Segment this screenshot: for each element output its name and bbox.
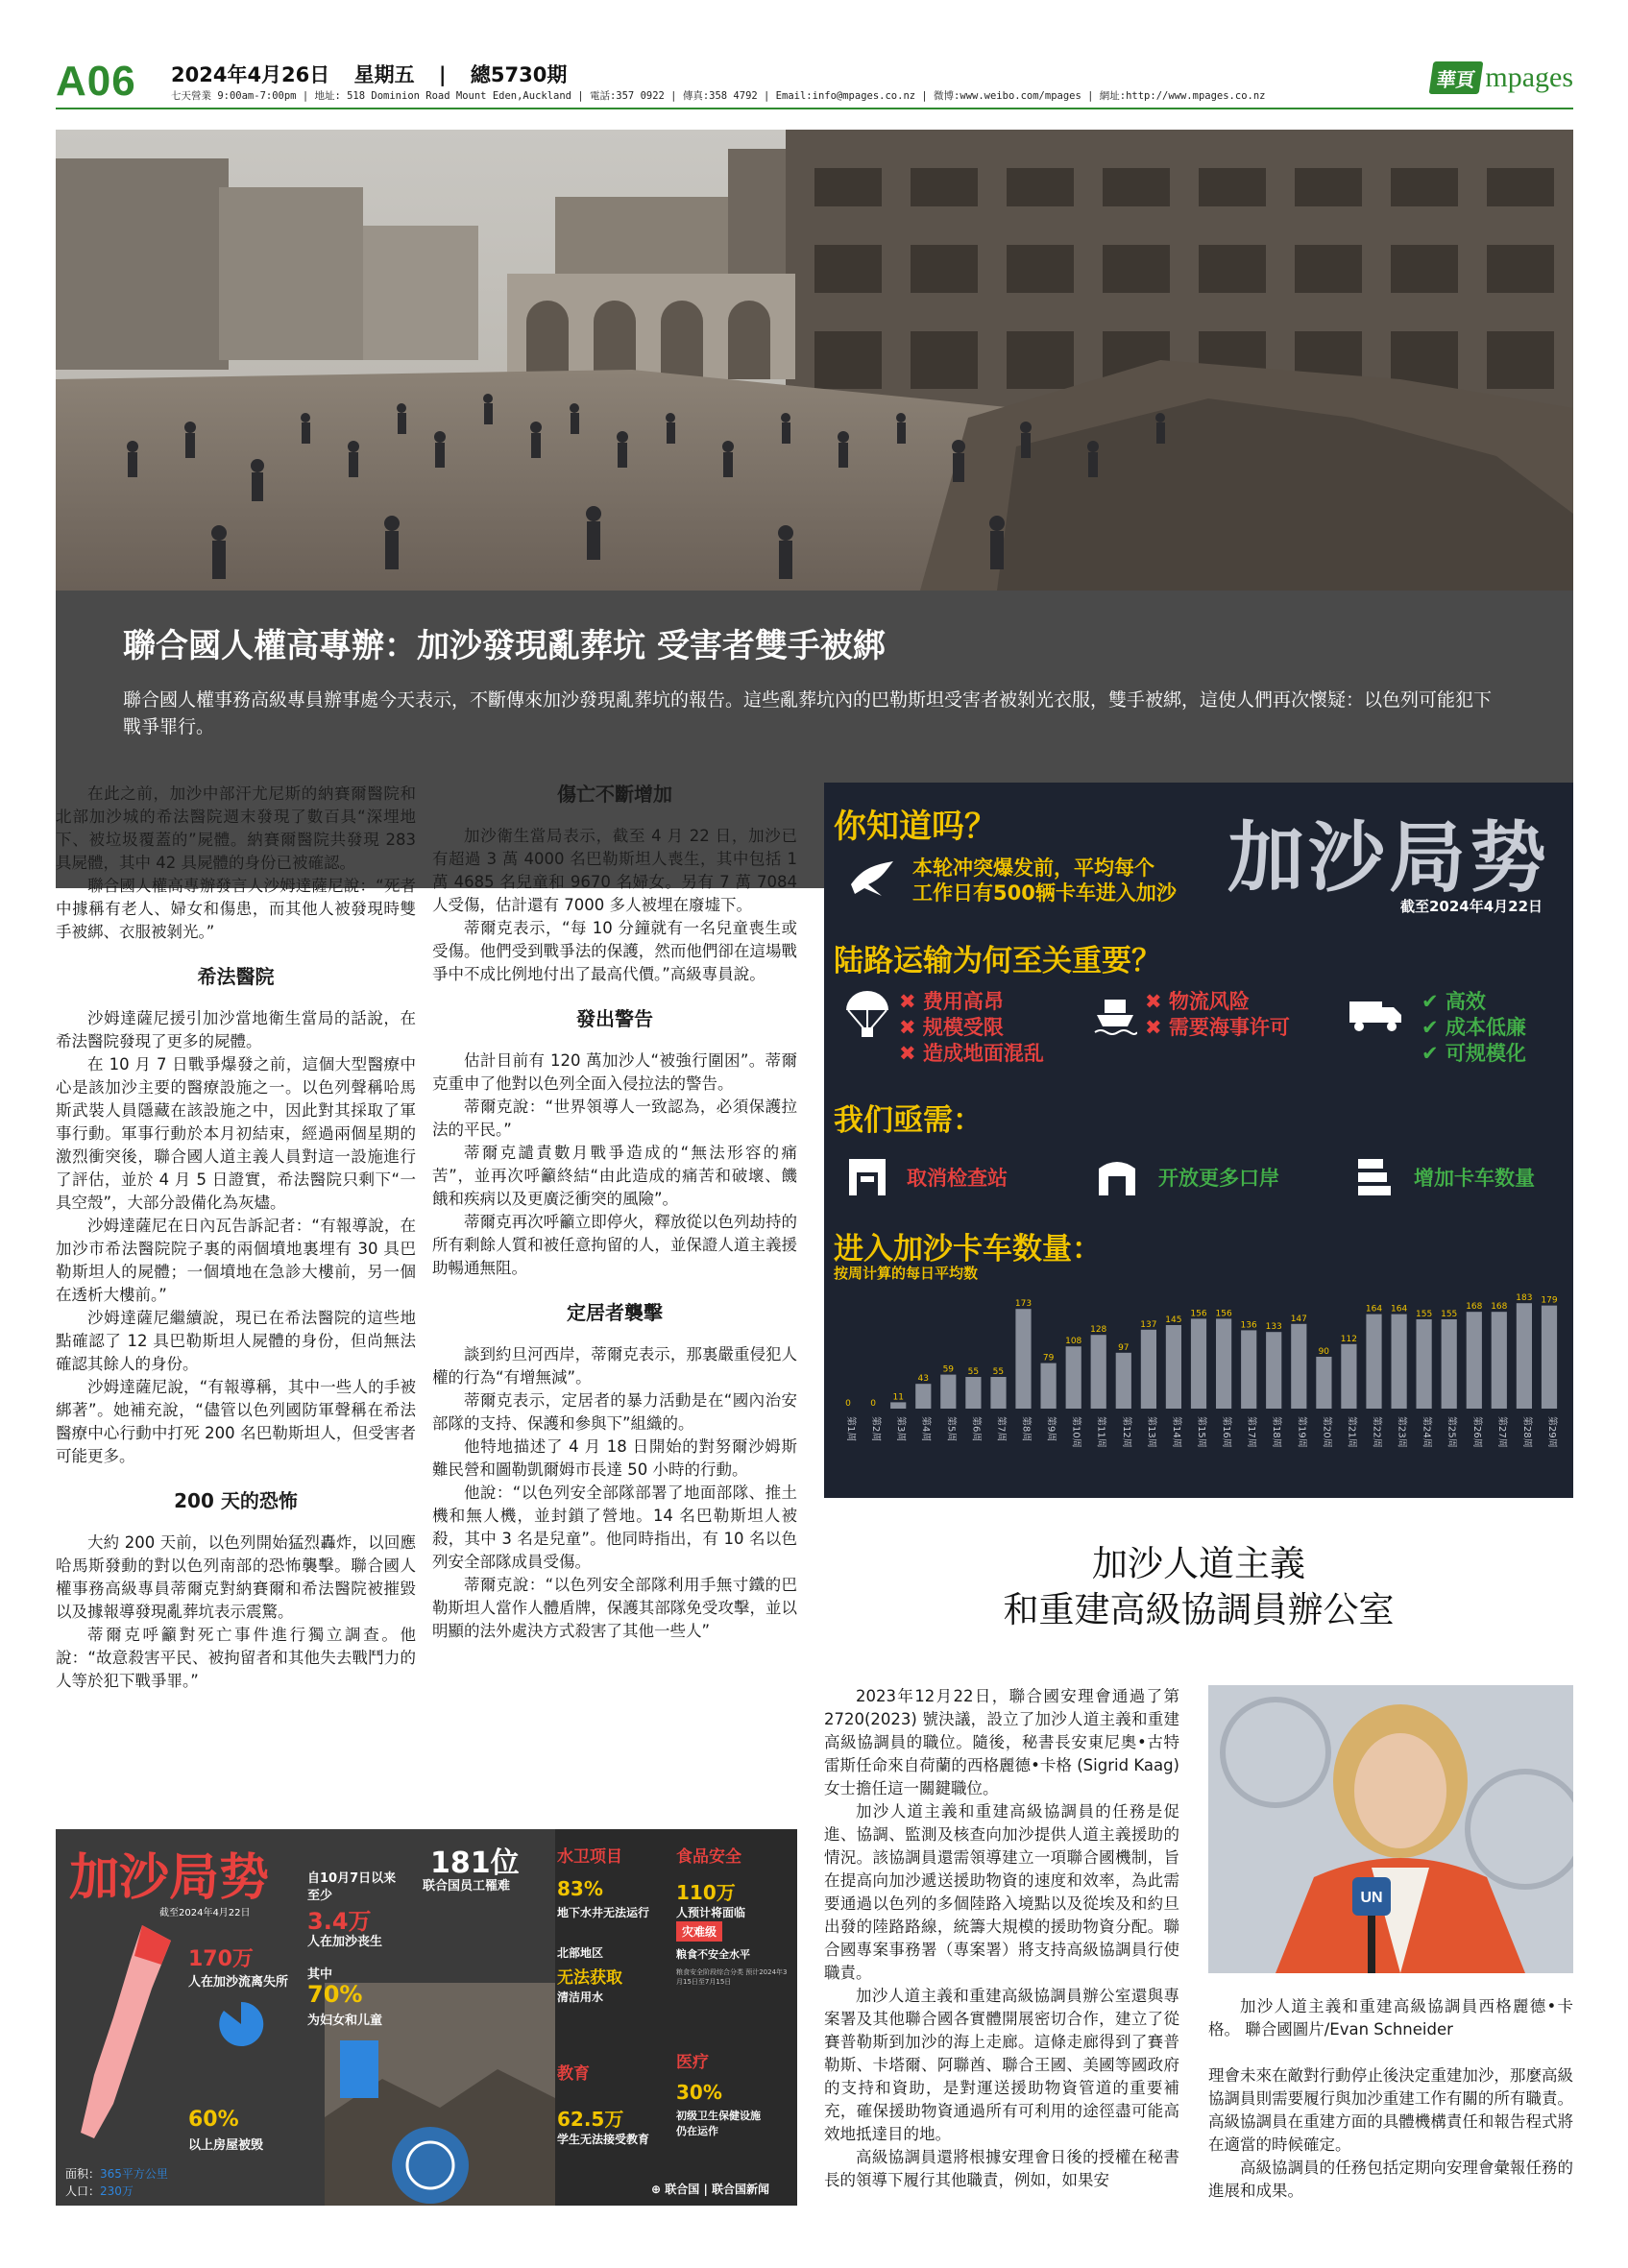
need-more-trucks: 增加卡车数量 xyxy=(1414,1167,1535,1190)
food-note: 粮食安全阶段综合分类 预计2024年3月15日至7月15日 xyxy=(676,1968,788,1986)
truck-bar-value-label: 55 xyxy=(967,1367,980,1377)
why-land-title: 陆路运输为何至关重要？ xyxy=(834,944,1161,978)
truck-bar xyxy=(1392,1315,1407,1409)
truck-bar-value-label: 179 xyxy=(1541,1295,1558,1306)
water-label: 地下水井无法运行 xyxy=(557,1906,650,1919)
land-item-label: 成本低廉 xyxy=(1445,1016,1526,1039)
women-children-pct: 70% xyxy=(307,1981,363,2008)
truck-bar-value-label: 59 xyxy=(942,1364,955,1375)
truck-bar xyxy=(1492,1312,1507,1409)
ship-icon xyxy=(1093,994,1137,1038)
truck-bar-value-label: 173 xyxy=(1014,1299,1033,1310)
sea-item: ✖ 需要海事许可 xyxy=(1145,1016,1290,1039)
at-least: 至少 xyxy=(307,1889,333,1903)
paragraph: 大約 200 天前，以色列開始猛烈轟炸，以回應哈馬斯發動的對以色列南部的恐怖襲擊。聯合國人權事務高級專員蒂爾克對納賽爾和希法醫院被摧毀以及據報導發現亂葬坑表示震驚。 xyxy=(56,1533,416,1621)
truck-bar-value-label: 145 xyxy=(1165,1315,1182,1325)
article-body-right xyxy=(1208,2064,1573,2203)
truck-bar xyxy=(890,1402,906,1409)
women-children-label: 为妇女和儿童 xyxy=(307,2014,383,2028)
truck-week-label: 第10周 xyxy=(1070,1416,1081,1448)
need-open-crossings: 开放更多口岸 xyxy=(1158,1167,1279,1190)
issue-number: 總5730期 xyxy=(470,63,568,86)
headline: 聯合國人權高專辦：加沙發現亂葬坑 受害者雙手被綁 xyxy=(123,627,886,665)
land-item: ✔ 可规模化 xyxy=(1421,1042,1526,1065)
subheading-warning: 發出警告 xyxy=(576,1007,653,1030)
did-you-know-title: 你知道吗？ xyxy=(834,808,997,846)
paragraph: 蒂爾克譴責數月戰爭造成的“無法形容的痛苦”，並再次呼籲終結“由此造成的痛苦和破壞、饑餓和疾病以及更廣泛衝突的風險”。 xyxy=(432,1144,797,1208)
women-children-bar xyxy=(340,2040,378,2098)
deaths-number: 3.4万 xyxy=(307,1908,372,1935)
truck-bar-value-label: 43 xyxy=(917,1374,929,1385)
subheading-casualties: 傷亡不斷增加 xyxy=(557,783,672,806)
truck-bar xyxy=(1366,1315,1381,1409)
photo-sigrid-kaag xyxy=(1208,1685,1573,1973)
truck-week-label: 第9周 xyxy=(1045,1416,1057,1442)
truck-week-label: 第25周 xyxy=(1446,1416,1457,1448)
article-column-1 xyxy=(56,783,416,1693)
truck-bar xyxy=(990,1377,1006,1409)
truck-bar xyxy=(1066,1346,1081,1409)
article-body-left xyxy=(824,1685,1179,2192)
population-row xyxy=(65,2183,134,2199)
truck-bar-value-label: 183 xyxy=(1516,1293,1533,1304)
paragraph: 蒂爾克表示，定居者的暴力活動是在“國內治安部隊的支持、保護和參與下”組織的。 xyxy=(432,1391,797,1433)
truck-bar-value-label: 137 xyxy=(1140,1319,1157,1330)
truck-week-label: 第2周 xyxy=(870,1416,882,1442)
paragraph: 他特地描述了 4 月 18 日開始的對努爾沙姆斯難民營和圖勒凱爾姆市長達 50 小時的行動。 xyxy=(432,1437,797,1479)
truck-week-label: 第12周 xyxy=(1120,1416,1131,1448)
truck-week-label: 第15周 xyxy=(1196,1416,1206,1448)
sea-item: ✖ 物流风险 xyxy=(1145,990,1250,1013)
contact-info: 七天營業 9:00am-7:00pm | 地址: 518 Dominion Road Mount Eden,Auckland | 電話:357 0922 | 傳真:358 4792 | Email:info@mpages.co.nz | 微博:www.weibo.com/mpages | 網址:http://www.mpages.co.nz xyxy=(171,90,1266,102)
article-title-line-1: 加沙人道主義 xyxy=(1092,1543,1305,1584)
trucks-stack-icon xyxy=(1354,1155,1398,1199)
health-label-2: 仍在运作 xyxy=(676,2125,718,2137)
truck-week-label: 第27周 xyxy=(1495,1416,1507,1448)
un-emblem-icon: ⊕ xyxy=(651,2183,662,2196)
health-pct: 30% xyxy=(676,2081,722,2104)
gaza-situation-title: 加沙局势 xyxy=(69,1849,270,1907)
fact-text xyxy=(912,856,1177,905)
air-item-label: 费用高昂 xyxy=(922,990,1004,1013)
mpages-logo[interactable] xyxy=(1431,61,1573,94)
paragraph: 沙姆達薩尼繼續說，現已在希法醫院的這些地點確認了 12 具巴勒斯坦人屍體的身份，但尚無法確認其餘人的身份。 xyxy=(56,1309,416,1373)
truck-bar-value-label: 0 xyxy=(870,1399,876,1409)
truck-week-label: 第22周 xyxy=(1371,1416,1382,1448)
no-access-label: 无法获取 xyxy=(557,1968,622,1988)
un-label: 联合国 xyxy=(665,2183,700,2196)
paragraph: 2023年12月22日，聯合國安理會通過了第2720(2023) 號決議，設立了加沙人道主義和重建高級協調員的職位。隨後，秘書長安東尼奧•古特雷斯任命來自荷蘭的西格麗德•卡格 (Sigrid Kaag) 女士擔任這一關鍵職位。 xyxy=(824,1687,1179,1798)
truck-bar xyxy=(940,1375,956,1409)
land-item: ✔ 成本低廉 xyxy=(1421,1016,1526,1039)
hero-photo-gaza-ruins xyxy=(56,130,1573,591)
paragraph: 高級協調員還將根據安理會日後的授權在秘書長的領導下履行其他職責，例如，如果安 xyxy=(824,2148,1179,2189)
air-item: ✖ 规模受限 xyxy=(899,1016,1004,1039)
displaced-label: 人在加沙流离失所 xyxy=(188,1975,289,1990)
truck-bar xyxy=(1316,1357,1331,1409)
un-news-label: 联合国新闻 xyxy=(712,2183,770,2196)
subheading-settler-attacks: 定居者襲擊 xyxy=(567,1301,663,1324)
truck-bar xyxy=(1015,1309,1031,1409)
truck-week-label: 第5周 xyxy=(945,1416,957,1442)
sea-item-label: 物流风险 xyxy=(1168,990,1250,1013)
paragraph: 沙姆達薩尼說，“有報導稱，其中一些人的手被綁著”。她補充說，“儘管以色列國防軍聲稱在希法醫療中心行動中打死 200 名巴勒斯坦人，但受害者可能更多。 xyxy=(56,1378,416,1465)
education-label: 学生无法接受教育 xyxy=(557,2133,650,2146)
infographic-gaza-situation xyxy=(56,1829,797,2206)
truck-bar-value-label: 133 xyxy=(1265,1322,1282,1333)
trucks-chart-title: 进入加沙卡车数量： xyxy=(834,1232,1102,1267)
header-rule xyxy=(56,108,1573,109)
displaced-number: 170万 xyxy=(188,1947,254,1971)
truck-bar xyxy=(1241,1330,1256,1409)
paragraph: 加沙人道主義和重建高級協調員的任務是促進、協調、監測及核查向加沙提供人道主義援助的情況。該協調員還需領導建立一項聯合國機制，旨在提高向加沙遞送援助物資的速度和效率，為此需要通過以色列的多個陸路入境點以及從埃及和約旦出發的陸路路線，統籌大規模的援助物資分配。聯合國專案事務署（專案署）將支持高級協調員行使職責。 xyxy=(824,1802,1179,1982)
dove-icon xyxy=(843,850,901,907)
paragraph: 高級協調員的任務包括定期向安理會彙報任務的進展和成果。 xyxy=(1208,2159,1573,2200)
paragraph: 蒂爾克說：“世界領導人一致認為，必須保護拉法的平民。” xyxy=(432,1098,797,1139)
truck-bar xyxy=(1166,1325,1181,1409)
truck-bar-value-label: 97 xyxy=(1118,1342,1130,1353)
truck-bar xyxy=(1517,1303,1532,1409)
trucks-chart-subtitle: 按周计算的每日平均数 xyxy=(834,1265,979,1282)
fact-line-2: 工作日有500辆卡车进入加沙 xyxy=(912,881,1177,905)
truck-week-label: 第21周 xyxy=(1346,1416,1357,1448)
truck-week-label: 第11周 xyxy=(1095,1416,1106,1448)
deaths-label: 人在加沙丧生 xyxy=(307,1935,383,1949)
population-label: 人口： xyxy=(65,2184,101,2198)
truck-bar xyxy=(1091,1335,1106,1409)
air-item: ✖ 费用高昂 xyxy=(899,990,1004,1013)
truck-bar xyxy=(1266,1332,1281,1409)
health-title: 医疗 xyxy=(676,2053,709,2072)
air-item: ✖ 造成地面混乱 xyxy=(899,1042,1044,1065)
article-title-line-2: 和重建高級協調員辦公室 xyxy=(1003,1589,1395,1630)
infographic-truck-access xyxy=(824,783,1573,1498)
truck-week-label: 第28周 xyxy=(1520,1416,1532,1448)
truck-week-label: 第20周 xyxy=(1321,1416,1332,1448)
paragraph: 估計目前有 120 萬加沙人“被強行圍困”。蒂爾克重申了他對以色列全面入侵拉法的警告。 xyxy=(432,1051,797,1093)
truck-week-label: 第4周 xyxy=(920,1416,932,1442)
article-column-2 xyxy=(432,783,797,1643)
truck-week-label: 第26周 xyxy=(1470,1416,1482,1448)
paragraph: 蒂爾克呼籲對死亡事件進行獨立調查。他說：“故意殺害平民、被拘留者和其他失去戰鬥力的人等於犯下戰爭罪。” xyxy=(56,1626,416,1690)
truck-week-label: 第8周 xyxy=(1020,1416,1032,1442)
air-drawbacks xyxy=(899,989,1044,1067)
sea-drawbacks xyxy=(1145,989,1290,1041)
land-item-label: 高效 xyxy=(1445,990,1486,1013)
food-title: 食品安全 xyxy=(676,1847,741,1867)
photo-caption: 加沙人道主義和重建高級協調員西格麗德•卡格。 聯合國圖片/Evan Schneider xyxy=(1208,1997,1573,2039)
truck-bar xyxy=(1442,1319,1457,1409)
truck-bar-value-label: 164 xyxy=(1365,1304,1383,1315)
truck-week-label: 第19周 xyxy=(1296,1416,1307,1448)
truck-week-label: 第23周 xyxy=(1396,1416,1407,1448)
truck-bar-value-label: 156 xyxy=(1190,1309,1207,1319)
education-number: 62.5万 xyxy=(557,2108,624,2131)
truck-bar xyxy=(1191,1318,1206,1409)
hero-section xyxy=(56,130,1573,759)
area-label: 面积： xyxy=(65,2167,101,2181)
truck-bar-value-label: 164 xyxy=(1391,1304,1408,1315)
catastrophe-badge: 灾难级 xyxy=(676,1921,722,1942)
housing-pct: 60% xyxy=(188,2108,239,2132)
paragraph: 蒂爾克再次呼籲立即停火，釋放從以色列劫持的所有剩餘人質和被任意拘留的人，並保證人道主義援助暢通無阻。 xyxy=(432,1213,797,1277)
checkpoint-icon xyxy=(845,1155,889,1199)
among-label: 其中 xyxy=(307,1967,333,1982)
parachute-icon xyxy=(843,989,891,1041)
issue-weekday: 星期五 xyxy=(353,63,415,86)
subheading-200-days: 200 天的恐怖 xyxy=(174,1489,298,1512)
air-item-label: 造成地面混乱 xyxy=(922,1042,1044,1065)
truck-bar-value-label: 11 xyxy=(892,1392,904,1403)
subheading-shifa-hospital: 希法醫院 xyxy=(197,965,275,988)
truck-bar-value-label: 155 xyxy=(1441,1310,1458,1319)
area-row xyxy=(65,2165,168,2182)
truck-week-label: 第6周 xyxy=(970,1416,982,1442)
population-value: 230万 xyxy=(100,2184,134,2198)
article-title xyxy=(824,1541,1573,1633)
truck-week-label: 第18周 xyxy=(1271,1416,1282,1448)
truck-week-label: 第7周 xyxy=(995,1416,1007,1442)
food-number: 110万 xyxy=(676,1881,736,1904)
health-label-1: 初级卫生保健设施 xyxy=(676,2110,761,2122)
truck-bar-value-label: 147 xyxy=(1290,1314,1307,1324)
microphone-un-label: UN xyxy=(1360,1890,1383,1906)
truck-bar xyxy=(1041,1363,1057,1409)
paragraph: 蒂爾克說：“以色列安全部隊利用手無寸鐵的巴勒斯坦人當作人體盾牌，保護其部隊免受攻擊，並以明顯的法外處決方式殺害了其他一些人” xyxy=(432,1576,797,1640)
as-of-date: 截至2024年4月22日 xyxy=(159,1908,251,1918)
paragraph: 在此之前，加沙中部汗尤尼斯的納賽爾醫院和北部加沙城的希法醫院週末發現了數百具“深埋地下、被垃圾覆蓋的”屍體。納賽爾醫院共發現 283 具屍體，其中 42 具屍體的身份已被確認。 xyxy=(56,784,416,872)
truck-bar xyxy=(1467,1312,1482,1409)
truck-bar xyxy=(1216,1318,1231,1409)
paragraph: 在 10 月 7 日戰爭爆發之前，這個大型醫療中心是該加沙主要的醫療設施之一。以色列聲稱哈馬斯武裝人員隱藏在該設施之中，因此對其採取了軍事行動。軍事行動於本月初結束，經過兩個星期的激烈衝突後，聯合國人道主義人員對這一設施進行了評估，並於 4 月 5 日證實，希法醫院只剩下“一具空殼”，大部分設備化為灰燼。 xyxy=(56,1055,416,1212)
water-pct: 83% xyxy=(557,1877,603,1900)
staff-killed-number: 181位 xyxy=(430,1846,520,1880)
paragraph: 沙姆達薩尼援引加沙當地衛生當局的話說，在希法醫院發現了更多的屍體。 xyxy=(56,1009,416,1050)
land-benefits xyxy=(1421,989,1526,1067)
we-need-title: 我们亟需： xyxy=(834,1103,983,1138)
since-oct7: 自10月7日以来 xyxy=(307,1871,397,1886)
masthead xyxy=(56,58,1573,106)
truck-bar-chart xyxy=(824,1282,1573,1498)
food-insecurity-label: 粮食不安全水平 xyxy=(676,1948,750,1961)
paragraph: 談到約旦河西岸，蒂爾克表示，那裏嚴重侵犯人權的行為“有增無減”。 xyxy=(432,1345,797,1387)
truck-bar-value-label: 168 xyxy=(1491,1302,1508,1313)
paragraph: 聯合國人權高專辦發言人沙姆達薩尼說：“死者中據稱有老人、婦女和傷患，而其他人被發現時雙手被綁、衣服被剝光。” xyxy=(56,877,416,941)
air-item-label: 规模受限 xyxy=(922,1016,1004,1039)
north-label: 北部地区 xyxy=(557,1946,604,1960)
paragraph: 加沙人道主義和重建高級協調員辦公室還與專案署及其他聯合國各實體開展密切合作，建立了從賽普勒斯到加沙的海上走廊。這條走廊得到了賽普勒斯、卡塔爾、阿聯酋、聯合王國、美國等國政府的支持和資助，是對運送援助物資管道的重要補充，確保援助物資通過所有可利用的途徑盡可能高效地抵達目的地。 xyxy=(824,1987,1179,2143)
truck-bar-value-label: 168 xyxy=(1466,1302,1483,1313)
truck-bar xyxy=(1341,1344,1356,1409)
area-value: 365平方公里 xyxy=(100,2167,168,2181)
truck-week-label: 第17周 xyxy=(1246,1416,1257,1448)
housing-label: 以上房屋被毁 xyxy=(188,2138,264,2153)
truck-bar-value-label: 108 xyxy=(1065,1337,1082,1347)
truck-bar xyxy=(965,1377,981,1409)
need-remove-checkpoints: 取消检查站 xyxy=(907,1167,1008,1190)
logo-mark: 華頁 xyxy=(1429,61,1484,94)
truck-week-label: 第24周 xyxy=(1421,1416,1432,1448)
truck-week-label: 第1周 xyxy=(845,1416,856,1442)
truck-bar-value-label: 136 xyxy=(1240,1320,1257,1331)
truck-bar-value-label: 112 xyxy=(1340,1334,1357,1344)
displaced-pie-icon xyxy=(217,2000,265,2048)
paragraph: 加沙衛生當局表示，截至 4 月 22 日，加沙已有超過 3 萬 4000 名巴勒斯坦人喪生，其中包括 1 萬 4685 名兒童和 9670 名婦女。另有 7 萬 7084 人受傷，估計還有 7000 多人被埋在廢墟下。 xyxy=(432,827,797,914)
truck-week-label: 第3周 xyxy=(895,1416,907,1442)
gate-icon xyxy=(1095,1155,1139,1199)
sea-item-label: 需要海事许可 xyxy=(1168,1016,1290,1039)
page-number: A06 xyxy=(56,58,136,105)
truck-bar-value-label: 156 xyxy=(1215,1309,1232,1319)
truck-week-label: 第14周 xyxy=(1170,1416,1181,1448)
truck-bar-value-label: 90 xyxy=(1318,1347,1330,1357)
paragraph: 他說：“以色列安全部隊部署了地面部隊、推土機和無人機，並封鎖了營地。14 名巴勒斯坦人被殺，其中 3 名是兒童”。他同時指出，有 10 名以色列安全部隊成員受傷。 xyxy=(432,1484,797,1571)
un-logo-label: ⊕ 联合国 | 联合国新闻 xyxy=(651,2183,770,2196)
paragraph: 蒂爾克表示，“每 10 分鐘就有一名兒童喪生或受傷。他們受到戰爭法的保護，然而他們卻在這場戰爭中不成比例地付出了最高代價。”高級專員說。 xyxy=(432,919,797,983)
food-label: 人预计将面临 xyxy=(676,1906,746,1919)
as-of-date: 截至2024年4月22日 xyxy=(1400,898,1543,915)
truck-bar xyxy=(1417,1319,1432,1409)
truck-bar-value-label: 128 xyxy=(1090,1325,1107,1336)
truck-bar xyxy=(1141,1330,1156,1409)
lede: 聯合國人權事務高級專員辦事處今天表示，不斷傳來加沙發現亂葬坑的報告。這些亂葬坑內的巴勒斯坦受害者被剝光衣服，雙手被綁，這使人們再次懷疑：以色列可能犯下戰爭罪行。 xyxy=(123,689,1493,737)
truck-week-label: 第13周 xyxy=(1145,1416,1156,1448)
logo-text: mpages xyxy=(1485,61,1573,93)
paragraph: 沙姆達薩尼在日內瓦告訴記者：“有報導說，在加沙市希法醫院院子裏的兩個墳地裏埋有 30 具巴勒斯坦人的屍體；一個墳地在急診大樓前，另一個在透析大樓前。” xyxy=(56,1217,416,1304)
truck-bar-value-label: 55 xyxy=(992,1367,1005,1377)
truck-bar xyxy=(1291,1324,1306,1409)
land-item: ✔ 高效 xyxy=(1421,990,1486,1013)
truck-week-label: 第29周 xyxy=(1546,1416,1557,1448)
truck-bar xyxy=(1116,1353,1131,1409)
education-title: 教育 xyxy=(557,2064,590,2084)
paragraph-continued: 理會未來在敵對行動停止後決定重建加沙，那麼高級協調員則需要履行與加沙重建工作有關的所有職責。高級協調員在重建方面的具體機構責任和報告程式將在適當的時候確定。 xyxy=(1208,2066,1573,2154)
truck-icon xyxy=(1348,996,1403,1034)
truck-bar-value-label: 155 xyxy=(1416,1310,1433,1319)
truck-bar-value-label: 0 xyxy=(845,1399,851,1409)
issue-line xyxy=(171,60,584,88)
gaza-strip-map xyxy=(75,1921,181,2142)
staff-killed-label: 联合国员工罹难 xyxy=(423,1879,511,1894)
truck-bar xyxy=(1542,1306,1557,1409)
issue-date: 2024年4月26日 xyxy=(171,63,330,86)
truck-bar-value-label: 79 xyxy=(1042,1353,1055,1363)
fact-line-1: 本轮冲突爆发前，平均每个 xyxy=(912,857,1154,880)
truck-week-label: 第16周 xyxy=(1221,1416,1232,1448)
clean-water-label: 清洁用水 xyxy=(557,1991,604,2004)
truck-bar xyxy=(915,1384,931,1409)
water-title: 水卫项目 xyxy=(557,1847,622,1867)
land-item-label: 可规模化 xyxy=(1445,1042,1526,1065)
gaza-situation-title: 加沙局势 xyxy=(1227,813,1550,903)
issue-separator: | xyxy=(438,63,447,86)
